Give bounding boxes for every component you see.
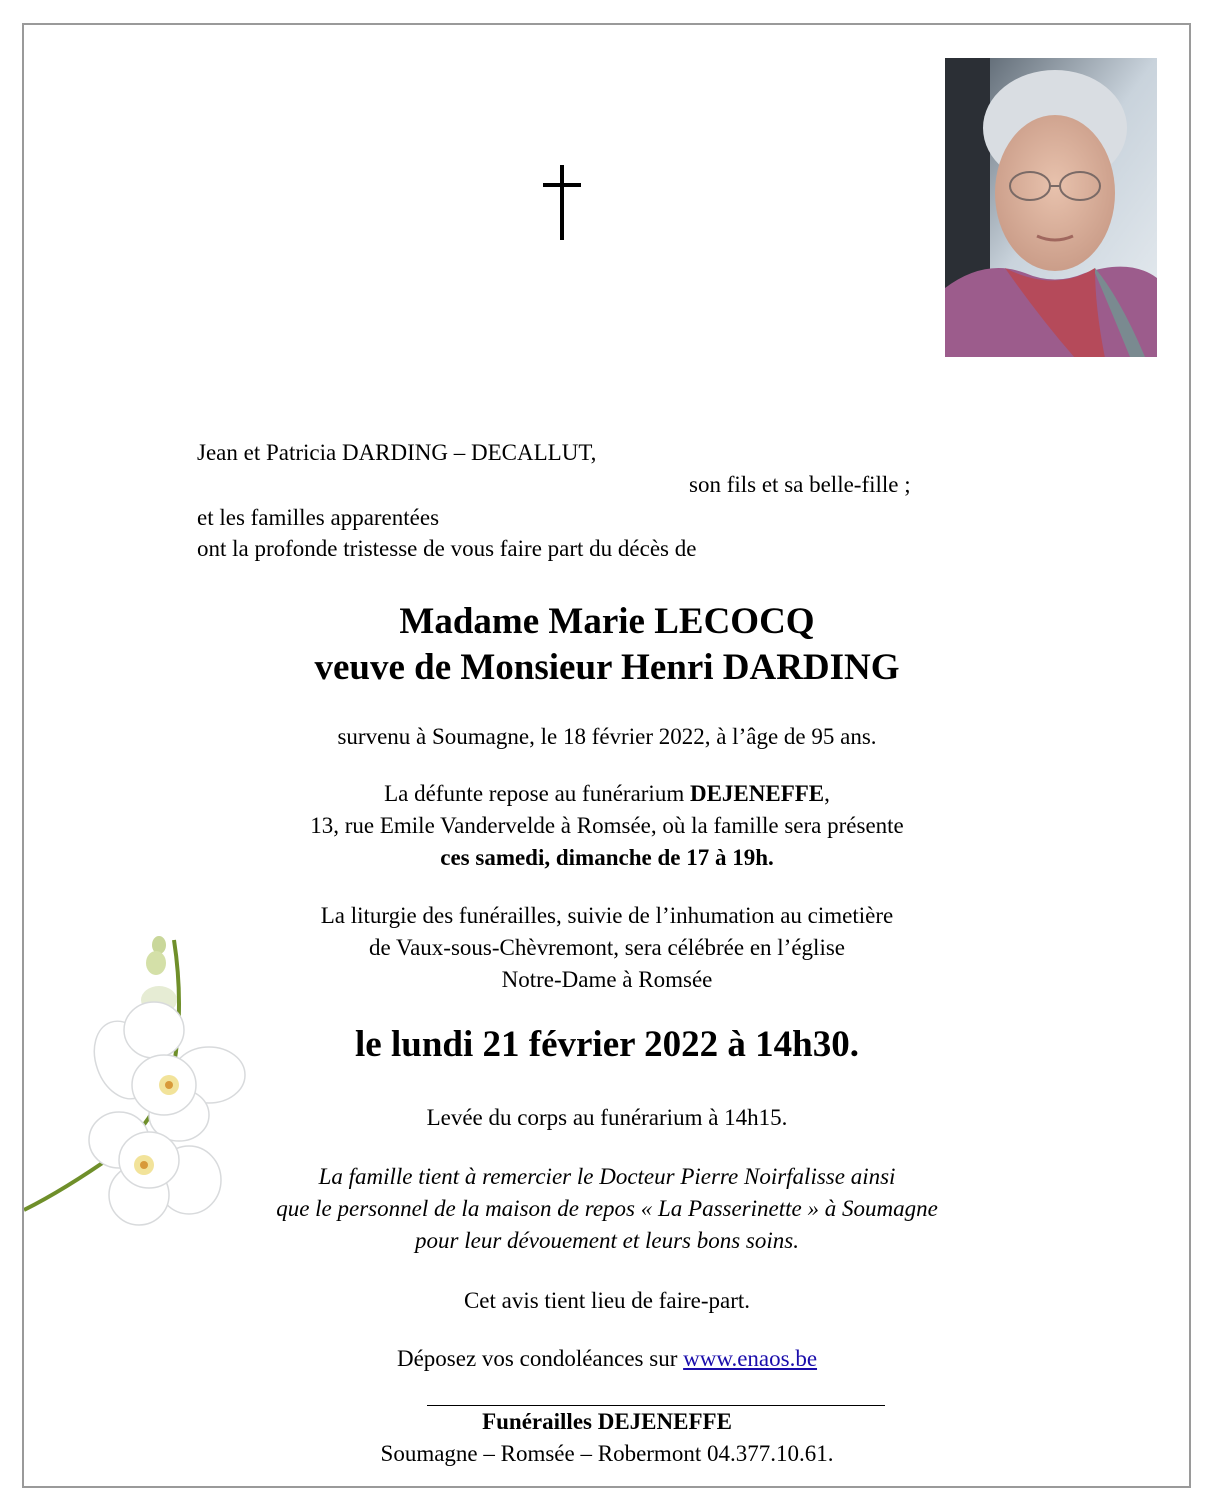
liturgy-line-3: Notre-Dame à Romsée xyxy=(501,967,713,992)
death-info: survenu à Soumagne, le 18 février 2022, à l’âge de 95 ans. xyxy=(337,724,877,749)
wake-line-1-pre: La défunte repose au funérarium xyxy=(384,781,690,806)
liturgy-line-1: La liturgie des funérailles, suivie de l’inhumation au cimetière xyxy=(320,903,894,928)
condolences-line xyxy=(0,1343,1214,1375)
ceremony-date: le lundi 21 février 2022 à 14h30. xyxy=(355,1024,859,1065)
levee-du-corps: Levée du corps au funérarium à 14h15. xyxy=(426,1105,788,1130)
funeral-home-locations: Soumagne – Romsée – Robermont 04.377.10.61. xyxy=(380,1441,834,1466)
funeral-home-name: Funérailles DEJENEFFE xyxy=(482,1409,732,1434)
liturgy-line-2: de Vaux-sous-Chèvremont, sera célébrée en l’église xyxy=(368,935,845,960)
notice-text: Cet avis tient lieu de faire-part. xyxy=(463,1288,751,1313)
deceased-name: Madame Marie LECOCQ xyxy=(399,601,815,642)
cross-icon xyxy=(543,165,581,240)
funeral-home-name-inline: DEJENEFFE xyxy=(689,781,825,806)
wake-line-3: ces samedi, dimanche de 17 à 19h. xyxy=(440,845,774,870)
wake-line-1 xyxy=(0,778,1214,810)
thanks-line-3: pour leur dévouement et leurs bons soins. xyxy=(415,1228,799,1253)
condolences-text: Déposez vos condoléances sur xyxy=(396,1346,684,1371)
deceased-widow-of: veuve de Monsieur Henri DARDING xyxy=(314,647,900,688)
family-line-1: Jean et Patricia DARDING – DECALLUT, xyxy=(197,440,597,465)
thanks-line-1: La famille tient à remercier le Docteur Pierre Noirfalisse ainsi xyxy=(318,1164,896,1189)
family-line-4: ont la profonde tristesse de vous faire part du décès de xyxy=(197,536,697,561)
portrait-photo xyxy=(945,58,1157,357)
thanks-line-2: que le personnel de la maison de repos « La Passerinette » à Soumagne xyxy=(276,1196,938,1221)
condolences-link[interactable]: www.enaos.be xyxy=(683,1346,818,1371)
wake-line-1-post: , xyxy=(824,781,830,806)
family-relation: son fils et sa belle-fille ; xyxy=(689,472,911,497)
wake-line-2: 13, rue Emile Vandervelde à Romsée, où la famille sera présente xyxy=(310,813,904,838)
family-line-3: et les familles apparentées xyxy=(197,505,440,530)
